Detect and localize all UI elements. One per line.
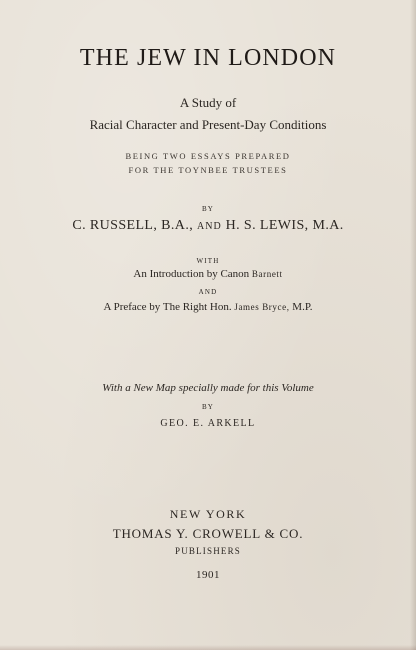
publication-year: 1901 [196, 569, 220, 581]
cartographer-name: GEO. E. ARKELL [160, 418, 256, 429]
map-note: With a New Map specially made for this Volume [102, 382, 314, 394]
preface-suffix: M.P. [292, 301, 313, 313]
preface-line [0, 302, 416, 313]
introduction-line [0, 269, 416, 280]
and-label: AND [198, 288, 218, 296]
page-bottom-edge [0, 645, 416, 650]
map-by-label: BY [201, 403, 215, 411]
essay-note-line-1: BEING TWO ESSAYS PREPARED [125, 151, 291, 161]
essay-note-line-2: FOR THE TOYNBEE TRUSTEES [128, 165, 288, 175]
publication-city: NEW YORK [169, 507, 247, 521]
introduction-text: An Introduction by Canon [133, 268, 250, 280]
subtitle-line-2: Racial Character and Present-Day Conditions [89, 117, 327, 132]
subtitle-line-1: A Study of [179, 95, 237, 110]
with-label: WITH [196, 257, 220, 265]
author-1: C. RUSSELL, B.A., [72, 218, 194, 233]
introduction-author: Barnett [251, 269, 283, 279]
book-title: THE JEW IN LONDON [79, 45, 337, 71]
preface-author: James Bryce, [234, 302, 290, 312]
author-2: H. S. LEWIS, M.A. [225, 218, 344, 233]
preface-text: A Preface by The Right Hon. [103, 301, 232, 313]
publishers-label: PUBLISHERS [174, 546, 241, 556]
page-edge-shadow [410, 0, 416, 650]
authors-conjunction: AND [197, 221, 222, 232]
authors-line [0, 219, 416, 233]
by-label: BY [201, 205, 215, 213]
publisher-name: THOMAS Y. CROWELL & CO. [112, 526, 304, 541]
